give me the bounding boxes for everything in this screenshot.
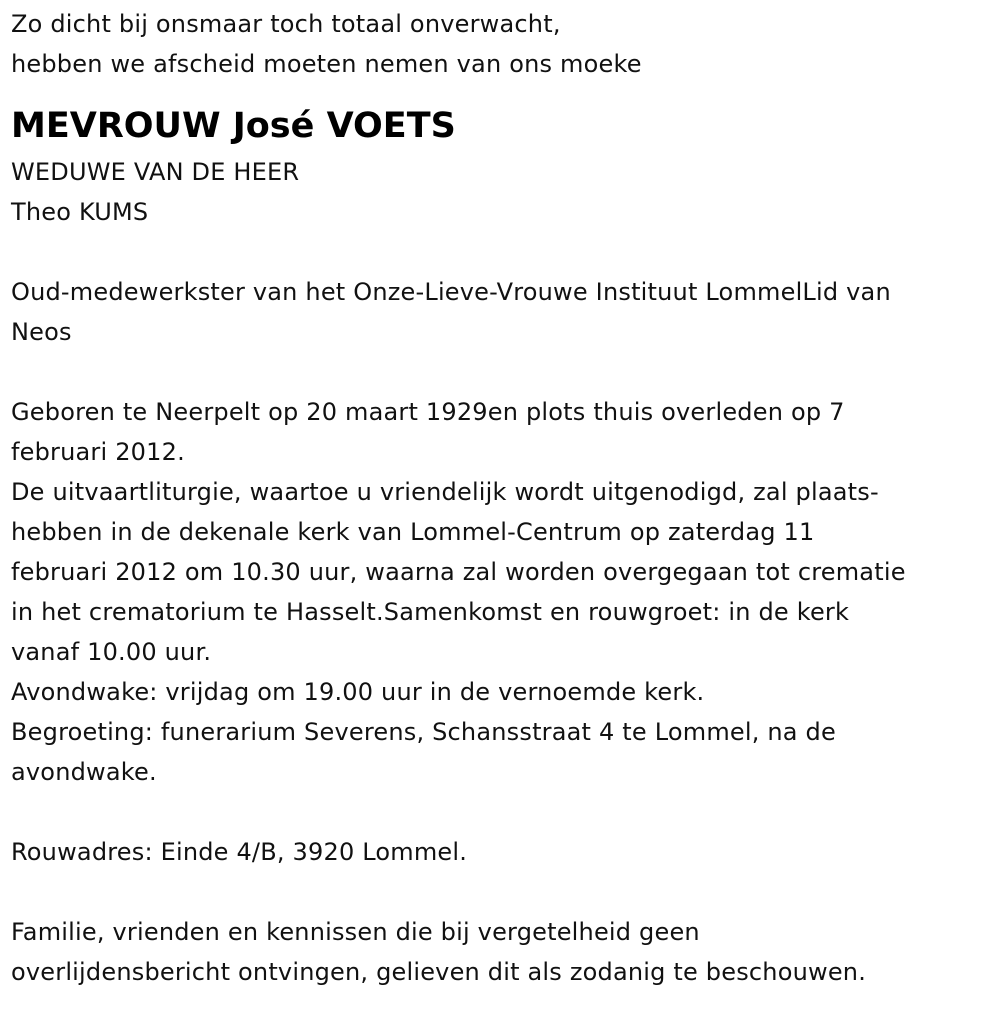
details-line: Begroeting: funerarium Severens, Schansstraat 4 te Lommel, na de [11, 718, 836, 746]
details-line: vanaf 10.00 uur. [11, 638, 212, 666]
spacer [11, 872, 991, 912]
deceased-name: MEVROUW José VOETS [11, 106, 456, 146]
spacer [11, 232, 991, 272]
details-line: De uitvaartliturgie, waartoe u vriendelijk wordt uitgenodigd, zal plaats- [11, 478, 879, 506]
spouse-name: Theo KUMS [11, 198, 149, 226]
closing-line-2: overlijdensbericht ontvingen, gelieven dit als zodanig te beschouwen. [11, 958, 867, 986]
details-line: Avondwake: vrijdag om 19.00 uur in de vernoemde kerk. [11, 678, 705, 706]
details-line: avondwake. [11, 758, 157, 786]
mourning-address: Rouwadres: Einde 4/B, 3920 Lommel. [11, 838, 468, 866]
details-line: hebben in de dekenale kerk van Lommel-Centrum op zaterdag 11 [11, 518, 815, 546]
intro-line-1: Zo dicht bij onsmaar toch totaal onverwacht, [11, 10, 561, 38]
affiliation-line-1: Oud-medewerkster van het Onze-Lieve-Vrouwe Instituut LommelLid van [11, 278, 891, 306]
widow-label: WEDUWE VAN DE HEER [11, 158, 300, 186]
details-line: in het crematorium te Hasselt.Samenkomst en rouwgroet: in de kerk [11, 598, 850, 626]
details-line: februari 2012 om 10.30 uur, waarna zal worden overgegaan tot crematie [11, 558, 906, 586]
spacer [11, 792, 991, 832]
details-line: Geboren te Neerpelt op 20 maart 1929en plots thuis overleden op 7 [11, 398, 845, 426]
spacer [11, 352, 991, 392]
intro-line-2: hebben we afscheid moeten nemen van ons moeke [11, 50, 642, 78]
details-line: februari 2012. [11, 438, 185, 466]
obituary-notice [11, 4, 991, 992]
closing-line-1: Familie, vrienden en kennissen die bij vergetelheid geen [11, 918, 700, 946]
affiliation-line-2: Neos [11, 318, 72, 346]
